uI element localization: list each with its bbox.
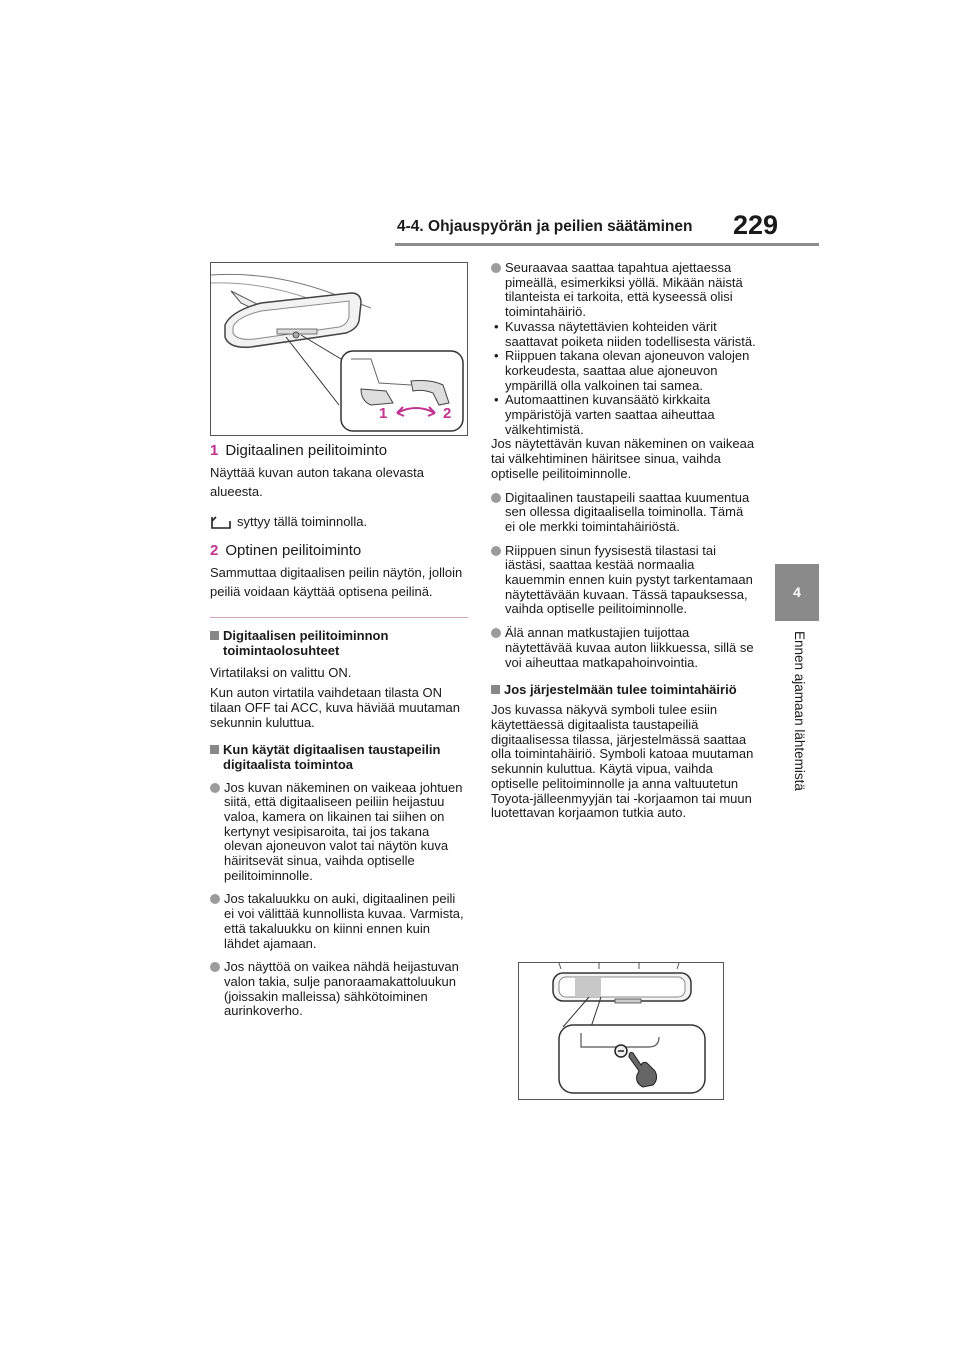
item-2-description: Sammuttaa digitaalisen peilin näytön, jolloin peiliä voidaan käyttää optisena peilinä. — [210, 564, 463, 599]
malfunction-heading: Jos järjestelmään tulee toimintahäiriö — [491, 682, 756, 697]
item-2-title: Optinen peilitoiminto — [225, 541, 362, 559]
mirror-warning-illustration — [519, 963, 723, 1099]
item-1-description: Näyttää kuvan auton takana olevasta alueesta. — [210, 465, 424, 499]
usage-heading: Kun käytät digitaalisen taustapeilin digitaalista toimintoa — [210, 742, 468, 772]
dot-item: • Automaattinen kuvansäätö kirkkaita ympäristöjä varten saattaa aiheuttaa välkehtimistä. — [491, 393, 756, 437]
mirror-lever-figure — [210, 262, 468, 436]
item-1-number: 1 — [210, 442, 219, 459]
chapter-label — [789, 631, 809, 821]
conditions-heading: Digitaalisen peilitoiminnon toimintaolosuhteet — [210, 628, 468, 658]
usage-bullet: Jos kuvan näkeminen on vaikeaa johtuen siitä, että digitaaliseen peiliin heijastuu valoa, kamera on likainen tai siihen on kertynyt vesipisaroita, tai jos takana olevan ajoneuvon valot tai näytön kuva häiritsevät sinua, vaihda optiselle peilitoiminnolle. — [210, 781, 468, 884]
usage-bullet: Jos näyttöä on vaikea nähdä heijastuvan valon takia, sulje panoraamakattoluukun (joissakin malleissa) sähkötoiminen aurinkoverho. — [210, 960, 468, 1019]
after-dots-text: Jos näytettävän kuvan näkeminen on vaikeaa tai välkehtiminen häiritsee sinua, vaihda optiselle peilitoiminnolle. — [491, 436, 755, 481]
figure-label-2: 2 — [443, 405, 452, 422]
page-number: 229 — [733, 210, 779, 240]
hand-pointer-icon — [625, 1051, 661, 1091]
item-1-title: Digitaalinen peilitoiminto — [225, 442, 388, 459]
header-divider — [395, 243, 819, 246]
item-2-number: 2 — [210, 541, 219, 559]
focus-bullet: Riippuen sinun fyysisestä tilastasi tai iästäsi, saattaa kestää normaalia kauemmin ennen kuin pystyt tarkentamaan näytettävään kuvaan. Tässä tapauksessa, vaihda optiselle peilitoiminnolle. — [491, 544, 756, 618]
camera-mode-icon — [210, 516, 232, 530]
icon-note — [210, 514, 468, 530]
icon-note-text: syttyy tällä toiminnolla. — [237, 514, 368, 529]
malfunction-text: Jos kuvassa näkyvä symboli tulee esiin käytettäessä digitaalista taustapeiliä digitaalisessa tilassa, järjestelmässä saattaa olla toimintahäiriö. Symboli katoaa muutaman sekunnin kuluttua. Käytä vipua, vaihda optiselle pelitoiminnolle ja anna valtuutetun Toyota-jälleenmyyjän tai -korjaamon tai muun luotettavan korjaamon tutkia auto. — [491, 702, 754, 821]
rearview-mirror-illustration — [211, 263, 467, 435]
conditions-text-1: Virtatilaksi on valittu ON. — [210, 664, 352, 680]
section-title: 4-4. Ohjauspyörän ja peilien säätäminen — [397, 218, 693, 235]
night-bullet: Seuraavaa saattaa tapahtua ajettaessa pimeällä, esimerkiksi yöllä. Mikään näistä tilanteista ei tarkoita, että kyseessä olisi toimintahäiriö. — [491, 261, 756, 320]
chapter-tab: 4 — [775, 564, 819, 621]
right-column — [491, 261, 756, 821]
dot-item: • Riippuen takana olevan ajoneuvon valojen korkeudesta, saattaa alue ajoneuvon ympärillä olla valkoinen tai samea. — [491, 349, 756, 393]
left-column — [210, 262, 468, 1019]
usage-bullet: Jos takaluukku on auki, digitaalinen peili ei voi välittää kunnollista kuvaa. Varmista, että takaluukku on kiinni ennen kuin lähdet ajamaan. — [210, 892, 468, 951]
mirror-symbol-figure — [518, 962, 724, 1100]
conditions-text-2: Kun auton virtatila vaihdetaan tilasta ON tilaan OFF tai ACC, kuva häviää muutaman sekunnin kuluttua. — [210, 684, 461, 730]
item-1-heading — [210, 442, 468, 459]
passenger-bullet: Älä annan matkustajien tuijottaa näytettävää kuvaa auton liikkuessa, sillä se voi aiheuttaa matkapahoinvointia. — [491, 626, 756, 670]
section-divider — [210, 617, 468, 618]
item-2-heading — [210, 542, 468, 559]
heat-bullet: Digitaalinen taustapeili saattaa kuumentua sen ollessa digitaalisella toiminolla. Tämä ei ole merkki toimintahäiriöstä. — [491, 491, 756, 535]
dot-item: • Kuvassa näytettävien kohteiden värit saattavat poiketa niiden todellisesta väristä. — [491, 320, 756, 349]
chapter-label-text: Ennen ajamaan lähtemistä — [792, 631, 807, 791]
figure-label-1: 1 — [379, 405, 388, 422]
